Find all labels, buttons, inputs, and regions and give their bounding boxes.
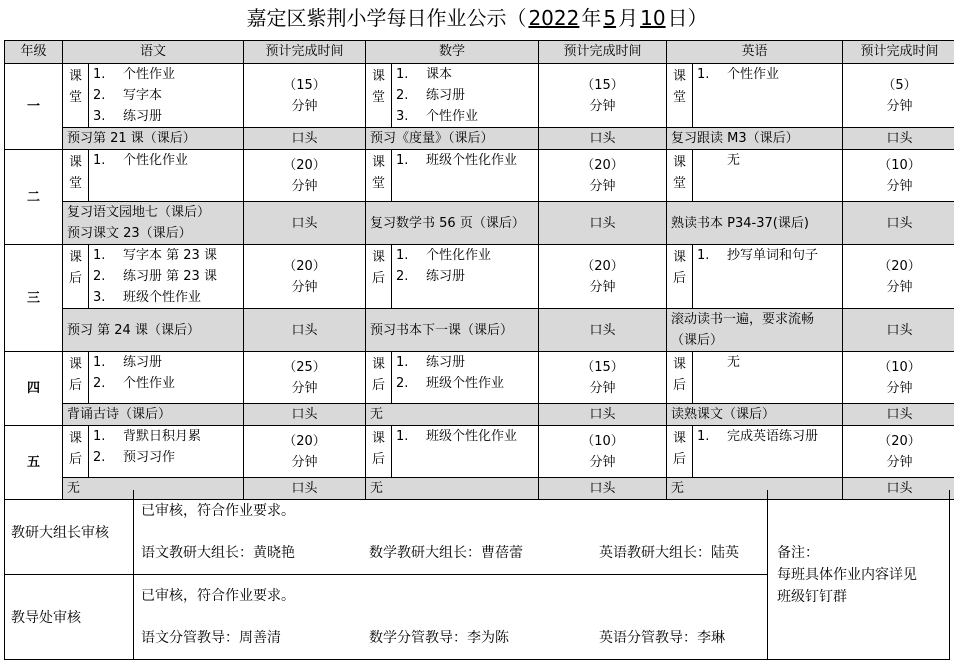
office-review-label: 教导处审核: [11, 610, 81, 626]
preview-task: 预习 第 24 课（课后）: [63, 309, 244, 352]
session-label: 课 堂: [667, 150, 693, 202]
preview-row: [5, 128, 954, 150]
signature: 英语分管教导：李琳: [599, 630, 725, 646]
estimated-time: （15） 分钟: [539, 64, 667, 128]
homework-items: [693, 426, 843, 478]
oral-time: 口头: [843, 202, 954, 245]
homework-item: 1. 完成英语练习册: [697, 429, 819, 444]
homework-item: 2. 预习习作: [93, 450, 176, 465]
estimated-time: （10） 分钟: [843, 352, 954, 404]
homework-item: 1. 背默日积月累: [93, 429, 202, 444]
session-label: 课 后: [366, 245, 392, 309]
research-review-label: 教研大组长审核: [11, 525, 109, 541]
session-label: 课 堂: [63, 64, 89, 128]
session-label: 课 堂: [366, 150, 392, 202]
preview-task: 熟读书本 P34-37(课后): [667, 202, 843, 245]
header-cell: 语文: [63, 41, 244, 64]
homework-items: [693, 150, 843, 202]
session-label: 课 后: [63, 426, 89, 478]
grade-label: 一: [5, 64, 63, 150]
estimated-time: （20） 分钟: [244, 426, 366, 478]
oral-time: 口头: [244, 404, 366, 426]
estimated-time: （20） 分钟: [244, 150, 366, 202]
homework-item: 1. 班级个性化作业: [396, 429, 518, 444]
oral-time: 口头: [244, 202, 366, 245]
homework-item: 2. 班级个性作业: [396, 376, 505, 391]
grade-row: [5, 245, 954, 309]
grade-row: [5, 64, 954, 128]
signature: 英语教研大组长：陆英: [599, 545, 739, 561]
homework-item: 无: [727, 355, 741, 370]
session-label: 课 后: [667, 245, 693, 309]
oral-time: 口头: [539, 478, 667, 500]
estimated-time: （10） 分钟: [539, 426, 667, 478]
signature: 数学分管教导：李为陈: [369, 630, 509, 646]
homework-item: 2. 练习册: [396, 88, 466, 103]
homework-items: [392, 150, 539, 202]
office-review-row: [133, 575, 767, 659]
preview-task: 读熟课文（课后）: [667, 404, 843, 426]
oral-time: 口头: [539, 128, 667, 150]
session-label: 课 后: [366, 426, 392, 478]
review-section: [4, 490, 950, 660]
title-day: 10: [640, 6, 666, 30]
preview-row: [5, 309, 954, 352]
homework-item: 2. 个性作业: [93, 376, 176, 391]
page-title: 嘉定区紫荆小学每日作业公示（ 2022 年 5 月 10 日）: [246, 6, 708, 30]
oral-time: 口头: [244, 309, 366, 352]
homework-item: 1. 抄写单词和句子: [697, 248, 819, 263]
preview-task: 预习书本下一课（课后）: [366, 309, 539, 352]
session-label: 课 堂: [366, 64, 392, 128]
homework-items: [392, 426, 539, 478]
estimated-time: （20） 分钟: [843, 426, 954, 478]
office-review-text: 已审核，符合作业要求。: [141, 588, 295, 604]
homework-item: 1. 班级个性化作业: [396, 153, 518, 168]
oral-time: 口头: [539, 202, 667, 245]
signature: 数学教研大组长：曹蓓蕾: [369, 545, 523, 561]
title-year: 2022: [528, 6, 580, 30]
note-cell: [767, 490, 949, 659]
homework-item: 3. 班级个性作业: [93, 290, 202, 305]
title-month: 5: [603, 6, 617, 30]
session-label: 课 后: [667, 352, 693, 404]
header-cell: 英语: [667, 41, 843, 64]
homework-items: [392, 64, 539, 128]
homework-items: [89, 352, 244, 404]
homework-item: 2. 练习册: [396, 269, 466, 284]
research-review-row: [133, 490, 767, 574]
oral-time: 口头: [539, 309, 667, 352]
homework-item: 1. 练习册: [396, 355, 466, 370]
estimated-time: （15） 分钟: [539, 352, 667, 404]
grade-label: 五: [5, 426, 63, 500]
oral-time: 口头: [539, 404, 667, 426]
homework-items: [392, 352, 539, 404]
preview-row: [5, 202, 954, 245]
header-cell: 数学: [366, 41, 539, 64]
preview-task: 无: [366, 404, 539, 426]
homework-item: 1. 个性作业: [697, 67, 780, 82]
homework-item: 1. 课本: [396, 67, 453, 82]
session-label: 课 堂: [63, 150, 89, 202]
homework-item: 2. 写字本: [93, 88, 163, 103]
grade-label: 二: [5, 150, 63, 245]
grade-label: 三: [5, 245, 63, 352]
homework-item: 3. 个性作业: [396, 109, 479, 124]
homework-items: [89, 64, 244, 128]
session-label: 课 后: [63, 245, 89, 309]
session-label: 课 后: [667, 426, 693, 478]
signature: 语文分管教导：周善清: [141, 630, 281, 646]
grade-row: [5, 352, 954, 404]
preview-task: 预习《度量》（课后）: [366, 128, 539, 150]
oral-time: 口头: [843, 128, 954, 150]
estimated-time: （20） 分钟: [539, 245, 667, 309]
homework-items: [89, 426, 244, 478]
preview-task: 复习数学书 56 页（课后）: [366, 202, 539, 245]
header-cell: 预计完成时间: [244, 41, 366, 64]
homework-items: [89, 150, 244, 202]
preview-task: 无: [63, 478, 244, 500]
homework-item: 1. 个性化作业: [396, 248, 492, 263]
estimated-time: （20） 分钟: [843, 245, 954, 309]
header-cell: 年级: [5, 41, 63, 64]
homework-table: [4, 40, 954, 500]
header-row: [5, 41, 954, 64]
estimated-time: （5） 分钟: [843, 64, 954, 128]
session-label: 课 后: [366, 352, 392, 404]
oral-time: 口头: [843, 309, 954, 352]
oral-time: 口头: [244, 128, 366, 150]
header-cell: 预计完成时间: [843, 41, 954, 64]
session-label: 课 后: [63, 352, 89, 404]
preview-task: 复习跟读 M3（课后）: [667, 128, 843, 150]
signature: 语文教研大组长：黄晓艳: [141, 545, 295, 561]
estimated-time: （15） 分钟: [244, 64, 366, 128]
session-label: 课 堂: [667, 64, 693, 128]
preview-task: 背诵古诗（课后）: [63, 404, 244, 426]
homework-items: [693, 352, 843, 404]
note-text: 每班具体作业内容详见: [777, 567, 917, 583]
oral-time: 口头: [843, 478, 954, 500]
research-review-text: 已审核，符合作业要求。: [141, 503, 295, 519]
oral-time: 口头: [244, 478, 366, 500]
note-label: 备注：: [777, 545, 819, 561]
preview-task: 滚动读书一遍，要求流畅 （课后）: [667, 309, 843, 352]
estimated-time: （10） 分钟: [843, 150, 954, 202]
homework-items: [392, 245, 539, 309]
preview-task: 无: [366, 478, 539, 500]
grade-row: [5, 150, 954, 202]
header-cell: 预计完成时间: [539, 41, 667, 64]
homework-items: [89, 245, 244, 309]
preview-task: 复习语文园地七（课后） 预习课文 23（课后）: [63, 202, 244, 245]
preview-task: 预习第 21 课（课后）: [63, 128, 244, 150]
homework-item: 1. 写字本 第 23 课: [93, 248, 217, 263]
grade-label: 四: [5, 352, 63, 426]
homework-item: 3. 练习册: [93, 109, 163, 124]
grade-row: [5, 426, 954, 478]
estimated-time: （25） 分钟: [244, 352, 366, 404]
estimated-time: （20） 分钟: [539, 150, 667, 202]
note-text: 班级钉钉群: [777, 589, 847, 605]
homework-item: 2. 练习册 第 23 课: [93, 269, 217, 284]
preview-task: 无: [667, 478, 843, 500]
preview-row: [5, 404, 954, 426]
homework-item: 1. 个性作业: [93, 67, 176, 82]
oral-time: 口头: [843, 404, 954, 426]
homework-items: [693, 245, 843, 309]
homework-item: 无: [727, 153, 741, 168]
homework-items: [693, 64, 843, 128]
homework-item: 1. 个性化作业: [93, 153, 189, 168]
homework-item: 1. 练习册: [93, 355, 163, 370]
estimated-time: （20） 分钟: [244, 245, 366, 309]
